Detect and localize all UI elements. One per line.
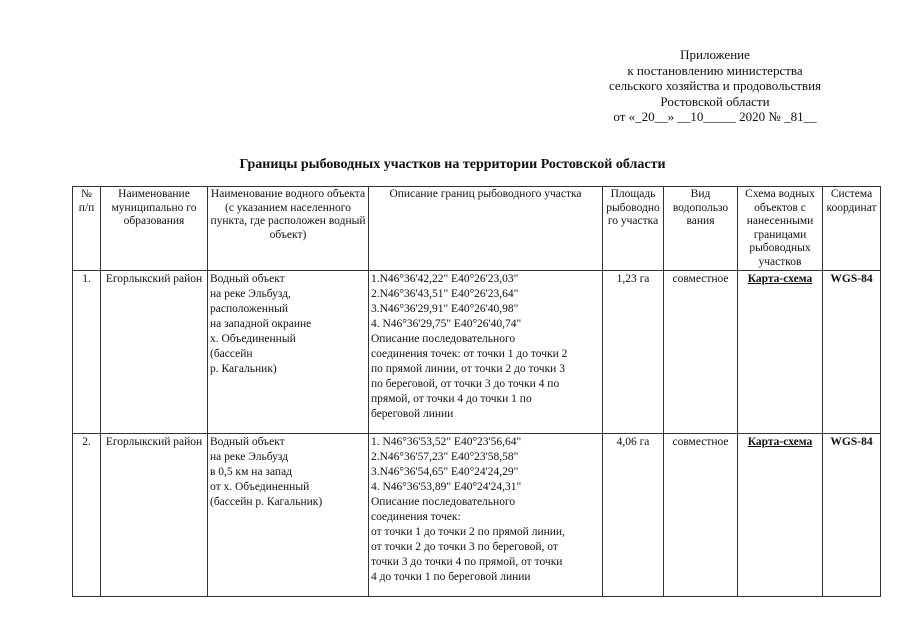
description-line: Описание последовательного <box>371 496 516 508</box>
scheme-map-link[interactable]: Карта-схема <box>747 273 813 285</box>
row-water-object <box>208 271 369 434</box>
appendix-line: сельского хозяйства и продовольствия <box>608 78 822 93</box>
appendix-block <box>570 47 860 125</box>
row-num: 1. <box>73 271 101 434</box>
header-usage: Вид водопользо вания <box>664 187 738 271</box>
water-object-line: р. Кагальник) <box>210 363 277 375</box>
description-line: береговой линии <box>371 408 454 420</box>
appendix-line: от «_20__» __10_____ 2020 № _81__ <box>613 109 817 124</box>
water-object-line: в 0,5 км на запад <box>210 466 293 478</box>
description-line: прямой, от точки 4 до точки 1 по <box>371 393 532 405</box>
header-coords: Система координат <box>823 187 881 271</box>
appendix-line: Приложение <box>680 47 750 62</box>
description-line: от точки 1 до точки 2 по прямой линии, <box>371 526 565 538</box>
row-usage: совместное <box>664 271 738 434</box>
description-line: соединения точек: <box>371 511 461 523</box>
description-line: точки 3 до точки 4 по прямой, от точки <box>371 556 563 568</box>
row-description <box>369 271 603 434</box>
description-line: 1. N46°36'53,52" E40°23'56,64" <box>371 436 522 448</box>
description-line: 2.N46°36'43,51" E40°26'23,64" <box>371 288 519 300</box>
header-description: Описание границ рыбоводного участка <box>369 187 603 271</box>
header-num: № п/п <box>73 187 101 271</box>
boundaries-table <box>72 186 881 597</box>
water-object-line: расположенный <box>210 303 289 315</box>
description-line: 4 до точки 1 по береговой линии <box>371 571 531 583</box>
row-scheme-cell <box>738 434 823 597</box>
description-line: 3.N46°36'54,65" E40°24'24,29" <box>371 466 519 478</box>
row-municipality: Егорлыкский район <box>101 434 208 597</box>
appendix-line: к постановлению министерства <box>627 62 803 78</box>
description-line: соединения точек: от точки 1 до точки 2 <box>371 348 568 360</box>
row-area: 1,23 га <box>603 271 664 434</box>
water-object-line: (бассейн <box>210 348 253 360</box>
row-usage: совместное <box>664 434 738 597</box>
row-coords: WGS-84 <box>823 271 881 434</box>
header-area: Площадь рыбоводно го участка <box>603 187 664 271</box>
row-num: 2. <box>73 434 101 597</box>
water-object-line: Водный объект <box>210 273 285 285</box>
row-municipality: Егорлыкский район <box>101 271 208 434</box>
table-row <box>73 271 881 434</box>
header-municipality: Наименование муниципально го образования <box>101 187 208 271</box>
row-area: 4,06 га <box>603 434 664 597</box>
description-line: Описание последовательного <box>371 333 516 345</box>
row-coords: WGS-84 <box>823 434 881 597</box>
description-line: 4. N46°36'53,89" E40°24'24,31" <box>371 481 522 493</box>
water-object-line: от х. Объединенный <box>210 481 310 493</box>
table-row <box>73 434 881 597</box>
header-scheme: Схема водных объектов с нанесенными границами рыбоводных участков <box>738 187 823 271</box>
description-line: по прямой линии, от точки 2 до точки 3 <box>371 363 565 375</box>
description-line: по береговой, от точки 3 до точки 4 по <box>371 378 560 390</box>
row-scheme-cell <box>738 271 823 434</box>
water-object-line: (бассейн р. Кагальник) <box>210 496 323 508</box>
header-water-object: Наименование водного объекта (с указанием населенного пункта, где расположен водный объект) <box>208 187 369 271</box>
water-object-line: на западной окраине <box>210 318 312 330</box>
water-object-line: Водный объект <box>210 436 285 448</box>
row-description <box>369 434 603 597</box>
appendix-line: Ростовской области <box>660 93 770 109</box>
description-line: от точки 2 до точки 3 по береговой, от <box>371 541 558 553</box>
description-line: 1.N46°36'42,22" E40°26'23,03" <box>371 273 519 285</box>
document-title: Границы рыбоводных участков на территории Ростовской области <box>239 157 666 172</box>
water-object-line: на реке Эльбузд, <box>210 288 291 300</box>
row-water-object <box>208 434 369 597</box>
water-object-line: х. Объединенный <box>210 333 296 345</box>
scheme-map-link[interactable]: Карта-схема <box>747 436 813 448</box>
water-object-line: на реке Эльбузд <box>210 451 289 463</box>
description-line: 3.N46°36'29,91" E40°26'40,98" <box>371 303 519 315</box>
description-line: 4. N46°36'29,75" E40°26'40,74" <box>371 318 522 330</box>
table-header-row <box>73 187 881 271</box>
description-line: 2.N46°36'57,23" E40°23'58,58" <box>371 451 519 463</box>
